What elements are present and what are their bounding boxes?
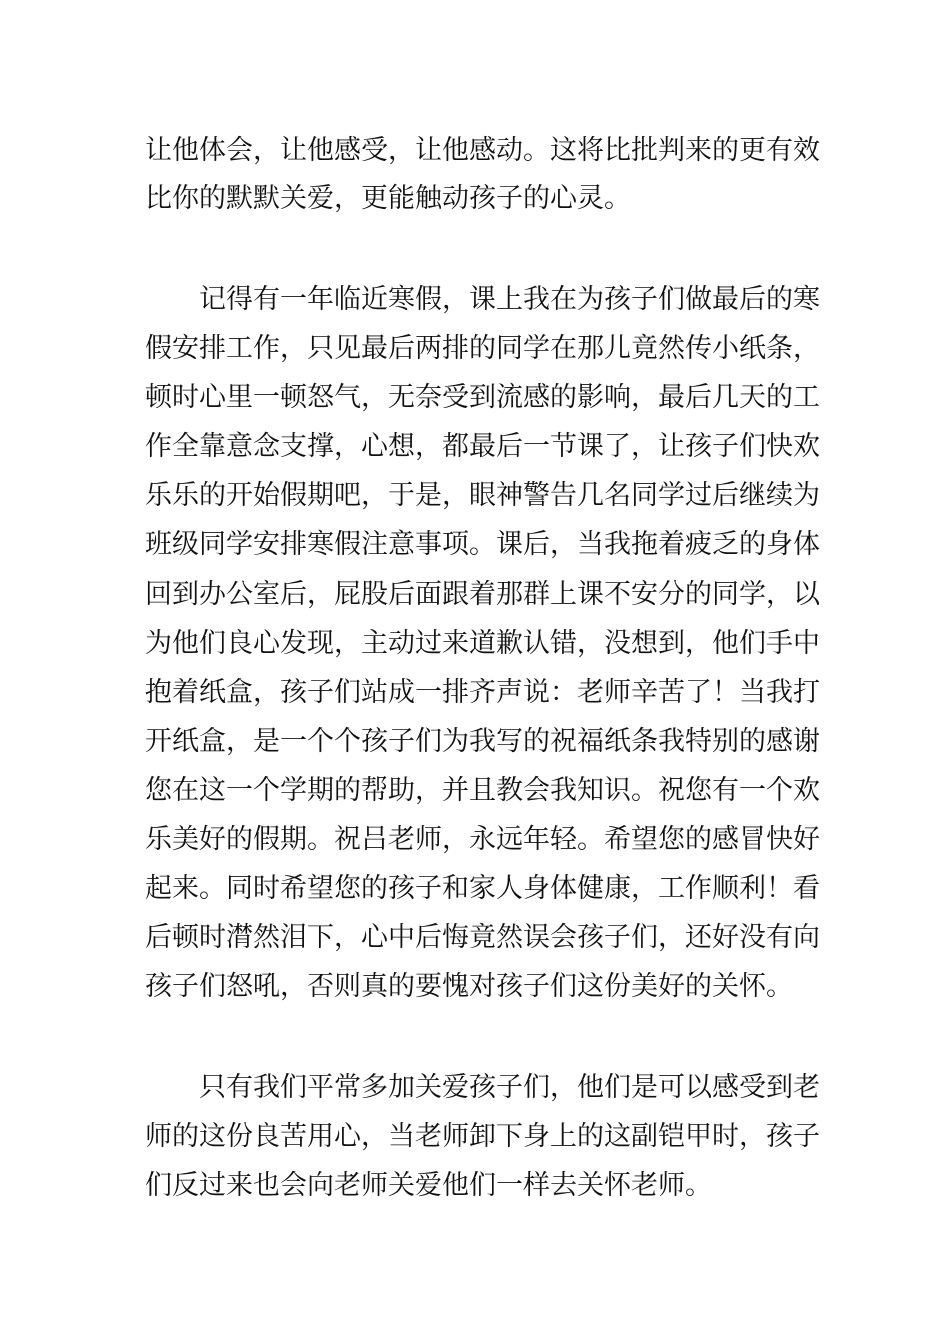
paragraph-2-line-11: 您在这一个学期的帮助，并且教会我知识。祝您有一个欢 (145, 775, 820, 806)
paragraph-2-line-15: 孩子们怒吼，否则真的要愧对孩子们这份美好的关怀。 (145, 971, 793, 1002)
paragraph-3-line-3: 们反过来也会向老师关爱他们一样去关怀老师。 (145, 1170, 712, 1201)
paragraph-2-line-7: 回到办公室后，屁股后面跟着那群上课不安分的同学，以 (145, 579, 820, 610)
paragraph-1-line-2: 比你的默默关爱，更能触动孩子的心灵。 (145, 183, 631, 214)
paragraph-2-line-8: 为他们良心发现，主动过来道歉认错，没想到，他们手中 (145, 628, 820, 659)
paragraph-2-line-14: 后顿时潸然泪下，心中后悔竟然误会孩子们，还好没有向 (145, 922, 820, 953)
paragraph-2-line-6: 班级同学安排寒假注意事项。课后，当我拖着疲乏的身体 (145, 529, 820, 560)
paragraph-2-line-4: 作全靠意念支撑，心想，都最后一节课了，让孩子们快欢 (145, 431, 820, 462)
paragraph-2-line-3: 顿时心里一顿怒气，无奈受到流感的影响，最后几天的工 (145, 382, 820, 413)
paragraph-2-line-2: 假安排工作，只见最后两排的同学在那儿竟然传小纸条， (145, 333, 820, 364)
paragraph-1-line-1: 让他体会，让他感受，让他感动。这将比批判来的更有效 (145, 135, 820, 166)
paragraph-3-line-2: 师的这份良苦用心，当老师卸下身上的这副铠甲时，孩子 (145, 1121, 820, 1152)
paragraph-2-line-13: 起来。同时希望您的孩子和家人身体健康，工作顺利！看 (145, 873, 820, 904)
paragraph-3-line-1: 只有我们平常多加关爱孩子们，他们是可以感受到老 (199, 1072, 820, 1103)
paragraph-2-line-10: 开纸盒，是一个个孩子们为我写的祝福纸条我特别的感谢 (145, 726, 820, 757)
paragraph-2-line-12: 乐美好的假期。祝吕老师，永远年轻。希望您的感冒快好 (145, 824, 820, 855)
paragraph-2-line-9: 抱着纸盒，孩子们站成一排齐声说：老师辛苦了！当我打 (145, 677, 820, 708)
paragraph-2-line-1: 记得有一年临近寒假，课上我在为孩子们做最后的寒 (199, 284, 820, 315)
paragraph-2-line-5: 乐乐的开始假期吧，于是，眼神警告几名同学过后继续为 (145, 480, 820, 511)
